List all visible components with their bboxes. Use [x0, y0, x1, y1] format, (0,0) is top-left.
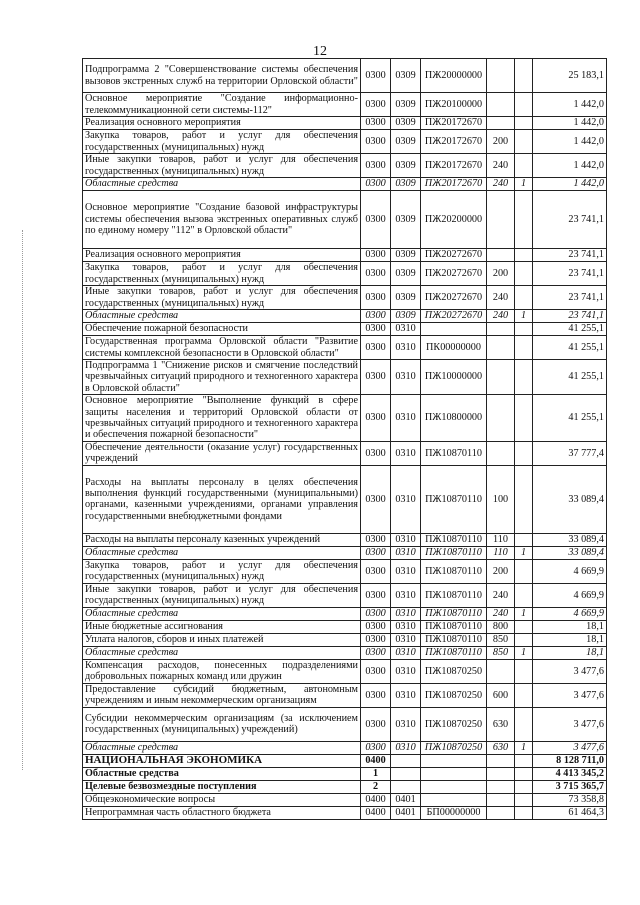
cell-csr: ПЖ10000000 [421, 360, 487, 395]
cell-sum: 73 358,8 [533, 793, 607, 806]
cell-name: Подпрограмма 1 "Снижение рисков и смягчение последствий чрезвычайных ситуаций природного и техногенного характера в Орловской области" [83, 360, 361, 395]
cell-vr: 240 [487, 583, 515, 607]
cell-name: Областные средства [83, 646, 361, 659]
cell-vr [487, 754, 515, 767]
cell-csr [421, 323, 487, 336]
table-row [83, 533, 607, 546]
cell-src [515, 59, 533, 93]
table-row [83, 465, 607, 533]
cell-name: Закупка товаров, работ и услуг для обеспечения государственных (муниципальных) нужд [83, 559, 361, 583]
cell-vr: 240 [487, 310, 515, 323]
cell-name: Закупка товаров, работ и услуг для обеспечения государственных (муниципальных) нужд [83, 262, 361, 286]
cell-sum: 4 669,9 [533, 559, 607, 583]
cell-vr: 850 [487, 633, 515, 646]
cell-pr: 0310 [391, 533, 421, 546]
cell-csr: ПК00000000 [421, 336, 487, 360]
cell-csr: ПЖ10870110 [421, 465, 487, 533]
table-row [83, 741, 607, 754]
cell-src [515, 130, 533, 154]
cell-vr: 200 [487, 130, 515, 154]
cell-name: Областные средства [83, 741, 361, 754]
cell-csr [421, 793, 487, 806]
cell-name: Иные закупки товаров, работ и услуг для обеспечения государственных (муниципальных) нужд [83, 286, 361, 310]
cell-src: 1 [515, 546, 533, 559]
cell-pr: 0309 [391, 117, 421, 130]
cell-name: НАЦИОНАЛЬНАЯ ЭКОНОМИКА [83, 754, 361, 767]
cell-src [515, 465, 533, 533]
cell-rz: 0300 [361, 59, 391, 93]
cell-src [515, 323, 533, 336]
page-number: 12 [313, 44, 327, 59]
cell-pr: 0310 [391, 441, 421, 465]
cell-sum: 3 477,6 [533, 741, 607, 754]
budget-table-body [83, 59, 607, 820]
cell-name: Иные закупки товаров, работ и услуг для обеспечения государственных (муниципальных) нужд [83, 154, 361, 178]
cell-sum: 1 442,0 [533, 178, 607, 191]
cell-vr [487, 395, 515, 442]
cell-vr: 100 [487, 465, 515, 533]
cell-csr: ПЖ20000000 [421, 59, 487, 93]
cell-vr: 200 [487, 559, 515, 583]
cell-sum: 18,1 [533, 620, 607, 633]
cell-rz: 0300 [361, 607, 391, 620]
cell-name: Основное мероприятие "Выполнение функций в сфере защиты населения и территорий Орловской области от чрезвычайных ситуаций природного и техногенного характера и обеспечения пожарной безопасности" [83, 395, 361, 442]
cell-csr: ПЖ20172670 [421, 130, 487, 154]
cell-csr: ПЖ20172670 [421, 154, 487, 178]
cell-name: Областные средства [83, 607, 361, 620]
cell-src: 1 [515, 310, 533, 323]
cell-name: Закупка товаров, работ и услуг для обеспечения государственных (муниципальных) нужд [83, 130, 361, 154]
cell-csr: ПЖ10870110 [421, 607, 487, 620]
cell-name: Общеэкономические вопросы [83, 793, 361, 806]
table-row [83, 583, 607, 607]
cell-sum: 23 741,1 [533, 310, 607, 323]
cell-name: Субсидии некоммерческим организациям (за исключением государственных (муниципальных) учреждений) [83, 707, 361, 741]
cell-pr: 0309 [391, 262, 421, 286]
cell-vr [487, 780, 515, 793]
cell-pr: 0310 [391, 633, 421, 646]
table-row [83, 633, 607, 646]
cell-sum: 18,1 [533, 646, 607, 659]
cell-sum: 3 477,6 [533, 707, 607, 741]
cell-pr: 0310 [391, 620, 421, 633]
cell-src [515, 659, 533, 683]
table-row [83, 620, 607, 633]
cell-name: Реализация основного мероприятия [83, 249, 361, 262]
cell-rz: 0300 [361, 178, 391, 191]
budget-table [82, 58, 607, 820]
cell-vr: 800 [487, 620, 515, 633]
cell-rz: 0300 [361, 559, 391, 583]
cell-csr: ПЖ20272670 [421, 310, 487, 323]
table-row [83, 154, 607, 178]
cell-src [515, 286, 533, 310]
cell-pr [391, 754, 421, 767]
cell-sum: 41 255,1 [533, 323, 607, 336]
cell-csr: ПЖ10870110 [421, 559, 487, 583]
cell-rz: 0300 [361, 707, 391, 741]
cell-sum: 23 741,1 [533, 191, 607, 249]
cell-csr: ПЖ10870250 [421, 659, 487, 683]
cell-pr: 0309 [391, 59, 421, 93]
cell-vr: 240 [487, 178, 515, 191]
cell-pr: 0310 [391, 559, 421, 583]
cell-csr: БП00000000 [421, 806, 487, 819]
cell-sum: 23 741,1 [533, 249, 607, 262]
cell-name: Областные средства [83, 767, 361, 780]
cell-rz: 0300 [361, 465, 391, 533]
cell-vr [487, 767, 515, 780]
cell-csr: ПЖ10870250 [421, 683, 487, 707]
cell-name: Уплата налогов, сборов и иных платежей [83, 633, 361, 646]
cell-rz: 0300 [361, 93, 391, 117]
cell-csr: ПЖ20272670 [421, 262, 487, 286]
cell-sum: 33 089,4 [533, 465, 607, 533]
cell-vr: 200 [487, 262, 515, 286]
cell-sum: 23 741,1 [533, 286, 607, 310]
table-row [83, 546, 607, 559]
cell-pr: 0310 [391, 546, 421, 559]
table-row [83, 780, 607, 793]
table-row [83, 360, 607, 395]
cell-pr: 0401 [391, 806, 421, 819]
cell-sum: 3 477,6 [533, 659, 607, 683]
cell-src [515, 707, 533, 741]
cell-sum: 37 777,4 [533, 441, 607, 465]
cell-pr: 0401 [391, 793, 421, 806]
cell-rz: 0300 [361, 117, 391, 130]
cell-src [515, 360, 533, 395]
cell-name: Подпрограмма 2 "Совершенствование системы обеспечения вызовов экстренных служб на территории Орловской области" [83, 59, 361, 93]
cell-rz: 0400 [361, 793, 391, 806]
cell-src [515, 754, 533, 767]
cell-sum: 4 413 345,2 [533, 767, 607, 780]
cell-csr: ПЖ20200000 [421, 191, 487, 249]
cell-src [515, 793, 533, 806]
table-row [83, 130, 607, 154]
cell-sum: 4 669,9 [533, 607, 607, 620]
table-row [83, 559, 607, 583]
cell-src [515, 559, 533, 583]
cell-sum: 61 464,3 [533, 806, 607, 819]
cell-csr: ПЖ10800000 [421, 395, 487, 442]
cell-vr: 630 [487, 707, 515, 741]
cell-sum: 4 669,9 [533, 583, 607, 607]
cell-src [515, 154, 533, 178]
cell-pr: 0310 [391, 395, 421, 442]
cell-vr: 110 [487, 546, 515, 559]
cell-csr: ПЖ20272670 [421, 286, 487, 310]
cell-csr: ПЖ10870110 [421, 546, 487, 559]
cell-vr [487, 323, 515, 336]
cell-vr: 600 [487, 683, 515, 707]
cell-sum: 8 128 711,0 [533, 754, 607, 767]
cell-src [515, 262, 533, 286]
table-row [83, 310, 607, 323]
cell-csr: ПЖ20172670 [421, 117, 487, 130]
table-row [83, 607, 607, 620]
cell-name: Расходы на выплаты персоналу в целях обеспечения выполнения функций государственными (муниципальными) органами, казенными учреждениями, органами управления государственными внебюджетными фондами [83, 465, 361, 533]
cell-csr [421, 780, 487, 793]
cell-name: Обеспечение деятельности (оказание услуг) государственных учреждений [83, 441, 361, 465]
cell-name: Иные бюджетные ассигнования [83, 620, 361, 633]
cell-vr [487, 117, 515, 130]
cell-rz: 0300 [361, 395, 391, 442]
cell-pr: 0309 [391, 178, 421, 191]
cell-src [515, 583, 533, 607]
cell-sum: 41 255,1 [533, 360, 607, 395]
cell-name: Основное мероприятие "Создание базовой инфраструктуры системы обеспечения вызова экстренных оперативных служб по единому номеру "112" в Орловской области" [83, 191, 361, 249]
cell-rz: 0300 [361, 323, 391, 336]
cell-src [515, 117, 533, 130]
cell-src [515, 336, 533, 360]
cell-sum: 25 183,1 [533, 59, 607, 93]
table-row [83, 683, 607, 707]
cell-rz: 0300 [361, 646, 391, 659]
cell-sum: 23 741,1 [533, 262, 607, 286]
cell-name: Основное мероприятие "Создание информационно-телекоммуникационной сети системы-112" [83, 93, 361, 117]
cell-rz: 0300 [361, 620, 391, 633]
cell-csr [421, 754, 487, 767]
cell-rz: 0300 [361, 360, 391, 395]
cell-name: Областные средства [83, 546, 361, 559]
cell-csr: ПЖ20100000 [421, 93, 487, 117]
cell-csr [421, 767, 487, 780]
table-row [83, 441, 607, 465]
cell-rz: 0300 [361, 633, 391, 646]
table-row [83, 286, 607, 310]
cell-pr: 0309 [391, 310, 421, 323]
cell-rz: 0300 [361, 533, 391, 546]
cell-name: Иные закупки товаров, работ и услуг для обеспечения государственных (муниципальных) нужд [83, 583, 361, 607]
cell-pr: 0310 [391, 607, 421, 620]
cell-src: 1 [515, 607, 533, 620]
cell-rz: 0300 [361, 336, 391, 360]
cell-src [515, 191, 533, 249]
cell-pr: 0309 [391, 286, 421, 310]
table-row [83, 767, 607, 780]
cell-vr [487, 191, 515, 249]
table-row [83, 93, 607, 117]
cell-src [515, 620, 533, 633]
cell-name: Целевые безвозмездные поступления [83, 780, 361, 793]
cell-vr [487, 336, 515, 360]
cell-sum: 41 255,1 [533, 395, 607, 442]
table-row [83, 178, 607, 191]
cell-csr: ПЖ10870110 [421, 533, 487, 546]
cell-sum: 1 442,0 [533, 130, 607, 154]
table-row [83, 336, 607, 360]
table-row [83, 793, 607, 806]
cell-csr: ПЖ10870110 [421, 441, 487, 465]
cell-vr [487, 441, 515, 465]
cell-vr [487, 93, 515, 117]
cell-sum: 33 089,4 [533, 533, 607, 546]
cell-src [515, 93, 533, 117]
cell-rz: 0300 [361, 249, 391, 262]
margin-dotted-rule [22, 230, 23, 770]
cell-vr [487, 360, 515, 395]
cell-pr [391, 767, 421, 780]
table-row [83, 191, 607, 249]
cell-rz: 0300 [361, 154, 391, 178]
cell-vr: 240 [487, 286, 515, 310]
cell-csr: ПЖ10870250 [421, 707, 487, 741]
cell-rz: 0300 [361, 546, 391, 559]
table-row [83, 262, 607, 286]
cell-rz: 0300 [361, 310, 391, 323]
cell-sum: 3 477,6 [533, 683, 607, 707]
cell-pr: 0310 [391, 741, 421, 754]
cell-name: Государственная программа Орловской области "Развитие системы комплексной безопасности в Орловской области" [83, 336, 361, 360]
cell-sum: 1 442,0 [533, 117, 607, 130]
cell-vr: 850 [487, 646, 515, 659]
cell-src [515, 249, 533, 262]
cell-pr: 0309 [391, 191, 421, 249]
cell-pr: 0310 [391, 707, 421, 741]
cell-pr [391, 780, 421, 793]
cell-rz: 0300 [361, 191, 391, 249]
cell-sum: 1 442,0 [533, 154, 607, 178]
cell-rz: 0300 [361, 583, 391, 607]
cell-src: 1 [515, 178, 533, 191]
cell-vr [487, 249, 515, 262]
cell-rz: 0300 [361, 286, 391, 310]
cell-vr [487, 806, 515, 819]
cell-rz: 0400 [361, 754, 391, 767]
cell-src [515, 806, 533, 819]
table-row [83, 59, 607, 93]
cell-sum: 18,1 [533, 633, 607, 646]
cell-pr: 0309 [391, 154, 421, 178]
table-row [83, 249, 607, 262]
cell-pr: 0310 [391, 336, 421, 360]
cell-vr [487, 659, 515, 683]
cell-sum: 3 715 365,7 [533, 780, 607, 793]
cell-pr: 0310 [391, 583, 421, 607]
cell-csr: ПЖ10870250 [421, 741, 487, 754]
cell-csr: ПЖ10870110 [421, 583, 487, 607]
cell-rz: 0300 [361, 262, 391, 286]
cell-name: Предоставление субсидий бюджетным, автономным учреждениям и иным некоммерческим организациям [83, 683, 361, 707]
cell-vr: 630 [487, 741, 515, 754]
table-row [83, 659, 607, 683]
cell-vr: 240 [487, 154, 515, 178]
cell-src [515, 533, 533, 546]
table-row [83, 754, 607, 767]
cell-pr: 0309 [391, 130, 421, 154]
cell-src [515, 767, 533, 780]
cell-csr: ПЖ20272670 [421, 249, 487, 262]
cell-sum: 41 255,1 [533, 336, 607, 360]
cell-csr: ПЖ10870110 [421, 646, 487, 659]
cell-src: 1 [515, 646, 533, 659]
cell-csr: ПЖ10870110 [421, 620, 487, 633]
cell-src [515, 780, 533, 793]
cell-pr: 0310 [391, 465, 421, 533]
cell-csr: ПЖ20172670 [421, 178, 487, 191]
cell-vr: 110 [487, 533, 515, 546]
cell-src [515, 395, 533, 442]
cell-name: Реализация основного мероприятия [83, 117, 361, 130]
cell-vr [487, 793, 515, 806]
table-row [83, 707, 607, 741]
cell-pr: 0310 [391, 360, 421, 395]
cell-rz: 1 [361, 767, 391, 780]
cell-pr: 0310 [391, 323, 421, 336]
cell-rz: 0300 [361, 130, 391, 154]
cell-pr: 0309 [391, 93, 421, 117]
cell-rz: 0300 [361, 683, 391, 707]
cell-name: Непрограммная часть областного бюджета [83, 806, 361, 819]
table-row [83, 646, 607, 659]
cell-rz: 2 [361, 780, 391, 793]
cell-rz: 0400 [361, 806, 391, 819]
cell-rz: 0300 [361, 441, 391, 465]
cell-name: Расходы на выплаты персоналу казенных учреждений [83, 533, 361, 546]
cell-name: Областные средства [83, 310, 361, 323]
table-row [83, 395, 607, 442]
table-row [83, 323, 607, 336]
cell-pr: 0310 [391, 683, 421, 707]
cell-name: Обеспечение пожарной безопасности [83, 323, 361, 336]
cell-csr: ПЖ10870110 [421, 633, 487, 646]
cell-pr: 0310 [391, 646, 421, 659]
cell-sum: 1 442,0 [533, 93, 607, 117]
cell-vr: 240 [487, 607, 515, 620]
cell-src [515, 683, 533, 707]
cell-name: Компенсация расходов, понесенных подразделениями добровольных пожарных команд или дружин [83, 659, 361, 683]
cell-src [515, 441, 533, 465]
cell-rz: 0300 [361, 741, 391, 754]
cell-name: Областные средства [83, 178, 361, 191]
cell-pr: 0309 [391, 249, 421, 262]
cell-rz: 0300 [361, 659, 391, 683]
table-row [83, 806, 607, 819]
cell-sum: 33 089,4 [533, 546, 607, 559]
cell-pr: 0310 [391, 659, 421, 683]
cell-src [515, 633, 533, 646]
cell-src: 1 [515, 741, 533, 754]
cell-vr [487, 59, 515, 93]
table-row [83, 117, 607, 130]
